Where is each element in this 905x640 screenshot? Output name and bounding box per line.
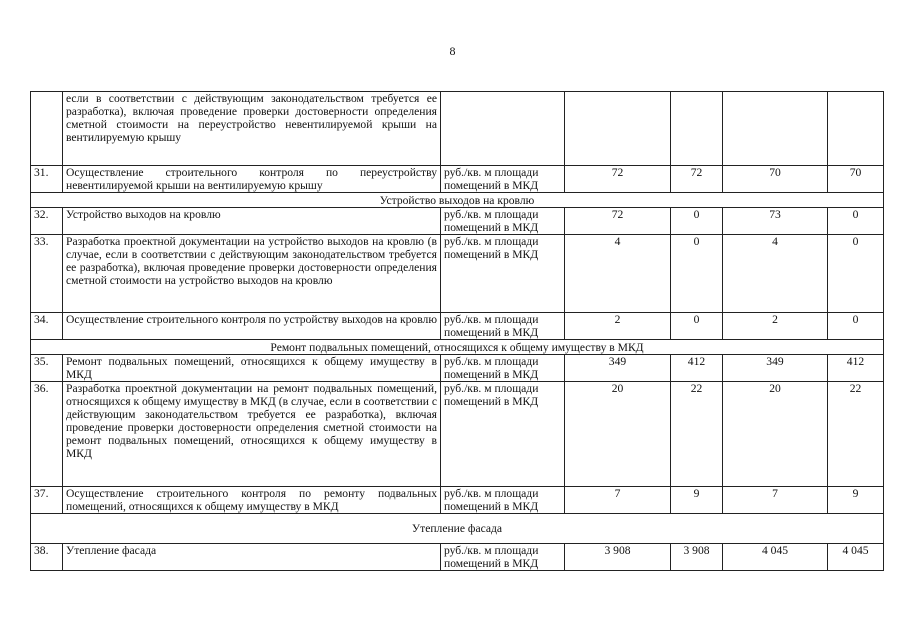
unit-line-1: руб./кв. м площади	[444, 487, 539, 500]
table-row	[31, 487, 884, 514]
section-title: Утепление фасада	[31, 514, 884, 544]
row-value: 70	[828, 166, 884, 193]
row-value: 72	[565, 208, 671, 235]
row-value: 4 045	[723, 544, 828, 571]
unit-line-1: руб./кв. м площади	[444, 382, 539, 395]
row-name: Разработка проектной документации на устройство выходов на кровлю (в случае, если в соответствии с действующим законодательством требуется ее разработка), включая проведение проверки достоверности определения сметной стоимости на устройство выходов на кровлю	[63, 235, 441, 313]
row-unit	[441, 208, 565, 235]
unit-line-1: руб./кв. м площади	[444, 355, 539, 368]
row-name: Разработка проектной документации на ремонт подвальных помещений, относящихся к общему имуществу в МКД (в случае, если в соответствии с действующим законодательством требуется ее разработка), включая проведение проверки достоверности определения сметной стоимости на ремонт подвальных помещений, относящихся к общему имуществу в МКД	[63, 382, 441, 487]
row-number	[31, 92, 63, 166]
row-name: Утепление фасада	[63, 544, 441, 571]
table-row	[31, 382, 884, 487]
row-name: Устройство выходов на кровлю	[63, 208, 441, 235]
row-number: 38.	[31, 544, 63, 571]
section-header-row	[31, 193, 884, 208]
row-value: 22	[828, 382, 884, 487]
row-value: 70	[723, 166, 828, 193]
row-name: Осуществление строительного контроля по переустройству невентилируемой крыши на вентилируемую крышу	[63, 166, 441, 193]
row-number: 35.	[31, 355, 63, 382]
table-row	[31, 208, 884, 235]
section-title: Ремонт подвальных помещений, относящихся к общему имуществу в МКД	[31, 340, 884, 355]
row-value	[671, 92, 723, 166]
row-name: Осуществление строительного контроля по ремонту подвальных помещений, относящихся к общему имуществу в МКД	[63, 487, 441, 514]
row-value: 4 045	[828, 544, 884, 571]
row-value	[565, 92, 671, 166]
section-header-row	[31, 514, 884, 544]
row-name: Осуществление строительного контроля по устройству выходов на кровлю	[63, 313, 441, 340]
row-name: если в соответствии с действующим законодательством требуется ее разработка), включая проведение проверки достоверности определения сметной стоимости на переустройство невентилируемой крыши на вентилируемую крышу	[63, 92, 441, 166]
row-value: 4	[565, 235, 671, 313]
unit-line-2: помещений в МКД	[444, 368, 539, 381]
row-unit	[441, 92, 565, 166]
page-number: 8	[449, 44, 456, 58]
row-unit	[441, 382, 565, 487]
row-value: 349	[723, 355, 828, 382]
row-unit	[441, 355, 565, 382]
row-unit	[441, 313, 565, 340]
row-value: 4	[723, 235, 828, 313]
unit-line-2: помещений в МКД	[444, 179, 539, 192]
row-value: 0	[828, 235, 884, 313]
row-value: 0	[828, 313, 884, 340]
unit-line-2: помещений в МКД	[444, 500, 539, 513]
row-value	[723, 92, 828, 166]
row-value: 9	[828, 487, 884, 514]
row-value: 3 908	[671, 544, 723, 571]
tariff-table	[30, 91, 884, 571]
table-row	[31, 355, 884, 382]
unit-line-1: руб./кв. м площади	[444, 208, 539, 221]
row-value	[828, 92, 884, 166]
row-value: 349	[565, 355, 671, 382]
row-value: 7	[723, 487, 828, 514]
row-value: 9	[671, 487, 723, 514]
row-value: 72	[565, 166, 671, 193]
row-number: 33.	[31, 235, 63, 313]
row-unit	[441, 235, 565, 313]
row-number: 32.	[31, 208, 63, 235]
row-value: 3 908	[565, 544, 671, 571]
row-value: 72	[671, 166, 723, 193]
row-value: 0	[671, 208, 723, 235]
row-number: 36.	[31, 382, 63, 487]
unit-line-1: руб./кв. м площади	[444, 235, 539, 248]
row-value: 2	[723, 313, 828, 340]
table-row	[31, 544, 884, 571]
row-unit	[441, 544, 565, 571]
row-name: Ремонт подвальных помещений, относящихся к общему имуществу в МКД	[63, 355, 441, 382]
row-value: 2	[565, 313, 671, 340]
row-value: 412	[671, 355, 723, 382]
table-row	[31, 235, 884, 313]
row-unit	[441, 487, 565, 514]
table-body	[31, 92, 884, 571]
row-value: 20	[565, 382, 671, 487]
row-value: 73	[723, 208, 828, 235]
section-header-row	[31, 340, 884, 355]
row-value: 7	[565, 487, 671, 514]
row-number: 37.	[31, 487, 63, 514]
row-value: 20	[723, 382, 828, 487]
table-row	[31, 313, 884, 340]
table-row	[31, 166, 884, 193]
row-value: 0	[828, 208, 884, 235]
row-value: 0	[671, 313, 723, 340]
unit-line-2: помещений в МКД	[444, 557, 539, 570]
unit-line-1: руб./кв. м площади	[444, 544, 539, 557]
section-title: Устройство выходов на кровлю	[31, 193, 884, 208]
row-value: 412	[828, 355, 884, 382]
row-unit	[441, 166, 565, 193]
row-value: 22	[671, 382, 723, 487]
unit-line-2: помещений в МКД	[444, 248, 539, 261]
unit-line-2: помещений в МКД	[444, 326, 539, 339]
row-number: 34.	[31, 313, 63, 340]
unit-line-1: руб./кв. м площади	[444, 313, 539, 326]
unit-line-2: помещений в МКД	[444, 395, 539, 408]
row-number: 31.	[31, 166, 63, 193]
unit-line-2: помещений в МКД	[444, 221, 539, 234]
row-value: 0	[671, 235, 723, 313]
unit-line-1: руб./кв. м площади	[444, 166, 539, 179]
table-row	[31, 92, 884, 166]
